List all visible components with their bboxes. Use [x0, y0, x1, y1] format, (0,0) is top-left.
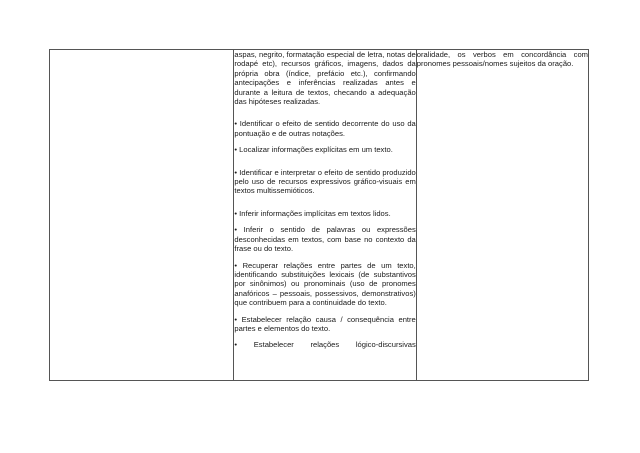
skill-item: • Inferir informações implícitas em textos lidos. [234, 208, 391, 218]
notes-text: oralidade, os verbos em concordância com pronomes pessoais/nomes sujeitos da oração. [416, 50, 588, 69]
skill-item: • Estabelecer relações lógico-discursivas [234, 340, 416, 350]
table-cell-skills [234, 50, 416, 381]
table-cell-notes [416, 50, 588, 381]
skill-item: • Recuperar relações entre partes de um texto, identificando substituições lexicais (de substantivos por sinônimos) ou pronominais (uso de pronomes anafóricos – pessoais, possessivos, demonstrativos) que contribuem para a continuidade do texto. [234, 260, 416, 308]
content-table [49, 49, 589, 381]
skill-item: • Localizar informações explícitas em um texto. [234, 145, 393, 155]
skill-item: • Estabelecer relação causa / consequência entre partes e elementos do texto. [234, 314, 416, 333]
table-row [50, 50, 589, 381]
table-cell-empty [50, 50, 234, 381]
skill-item: • Inferir o sentido de palavras ou expressões desconhecidas em textos, com base no contexto da frase ou do texto. [234, 225, 416, 254]
skill-item: aspas, negrito, formatação especial de letra, notas de rodapé etc), recursos gráficos, imagens, dados da própria obra (índice, prefácio etc.), confirmando antecipações e inferências realizadas antes e durante a leitura de textos, checando a adequação das hipóteses realizadas. [234, 50, 416, 107]
skill-item: • Identificar o efeito de sentido decorrente do uso da pontuação e de outras notações. [234, 119, 416, 138]
skill-item: • Identificar e interpretar o efeito de sentido produzido pelo uso de recursos expressivos gráfico-visuais em textos multissemióticos. [234, 167, 416, 196]
